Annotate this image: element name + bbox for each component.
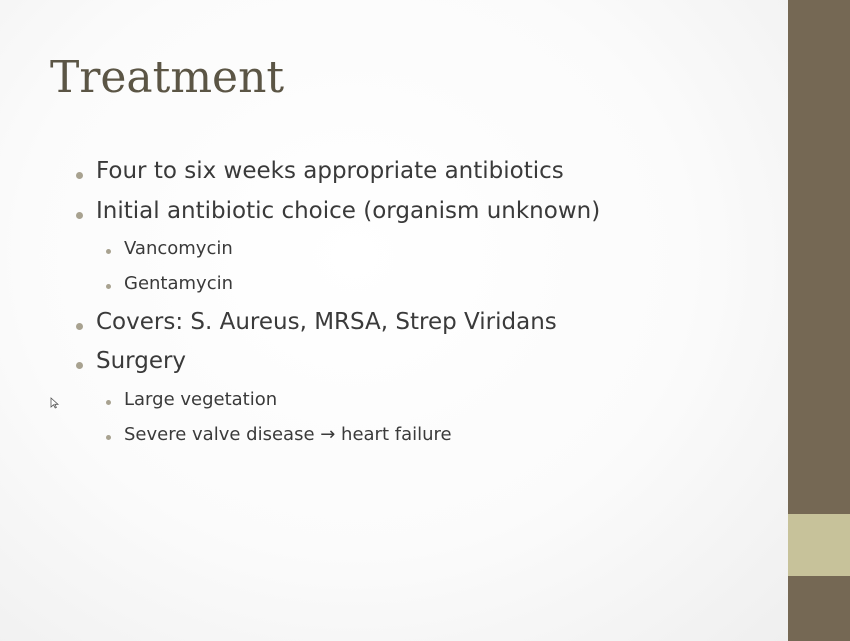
sub-bullet-dot-icon [106,249,111,254]
mouse-pointer-icon [50,397,60,409]
sub-bullet-item: Large vegetation [124,389,278,410]
sub-bullet-item: Severe valve disease → heart failure [124,424,452,445]
bullet-dot-icon [76,212,83,219]
bullet-item: Four to six weeks appropriate antibiotics [96,158,564,184]
bullet-dot-icon [76,362,83,369]
bullet-dot-icon [76,323,83,330]
slide-title: Treatment [50,52,285,103]
bullet-item: Covers: S. Aureus, MRSA, Strep Viridans [96,309,557,335]
bullet-dot-icon [76,172,83,179]
sub-bullet-item: Vancomycin [124,238,233,259]
bullet-item: Surgery [96,348,187,374]
decorative-accent-block [788,514,850,576]
sub-bullet-dot-icon [106,284,111,289]
sub-bullet-item: Gentamycin [124,273,234,294]
sub-bullet-dot-icon [106,435,111,440]
bullet-item: Initial antibiotic choice (organism unknown) [96,198,601,224]
sub-bullet-dot-icon [106,400,111,405]
